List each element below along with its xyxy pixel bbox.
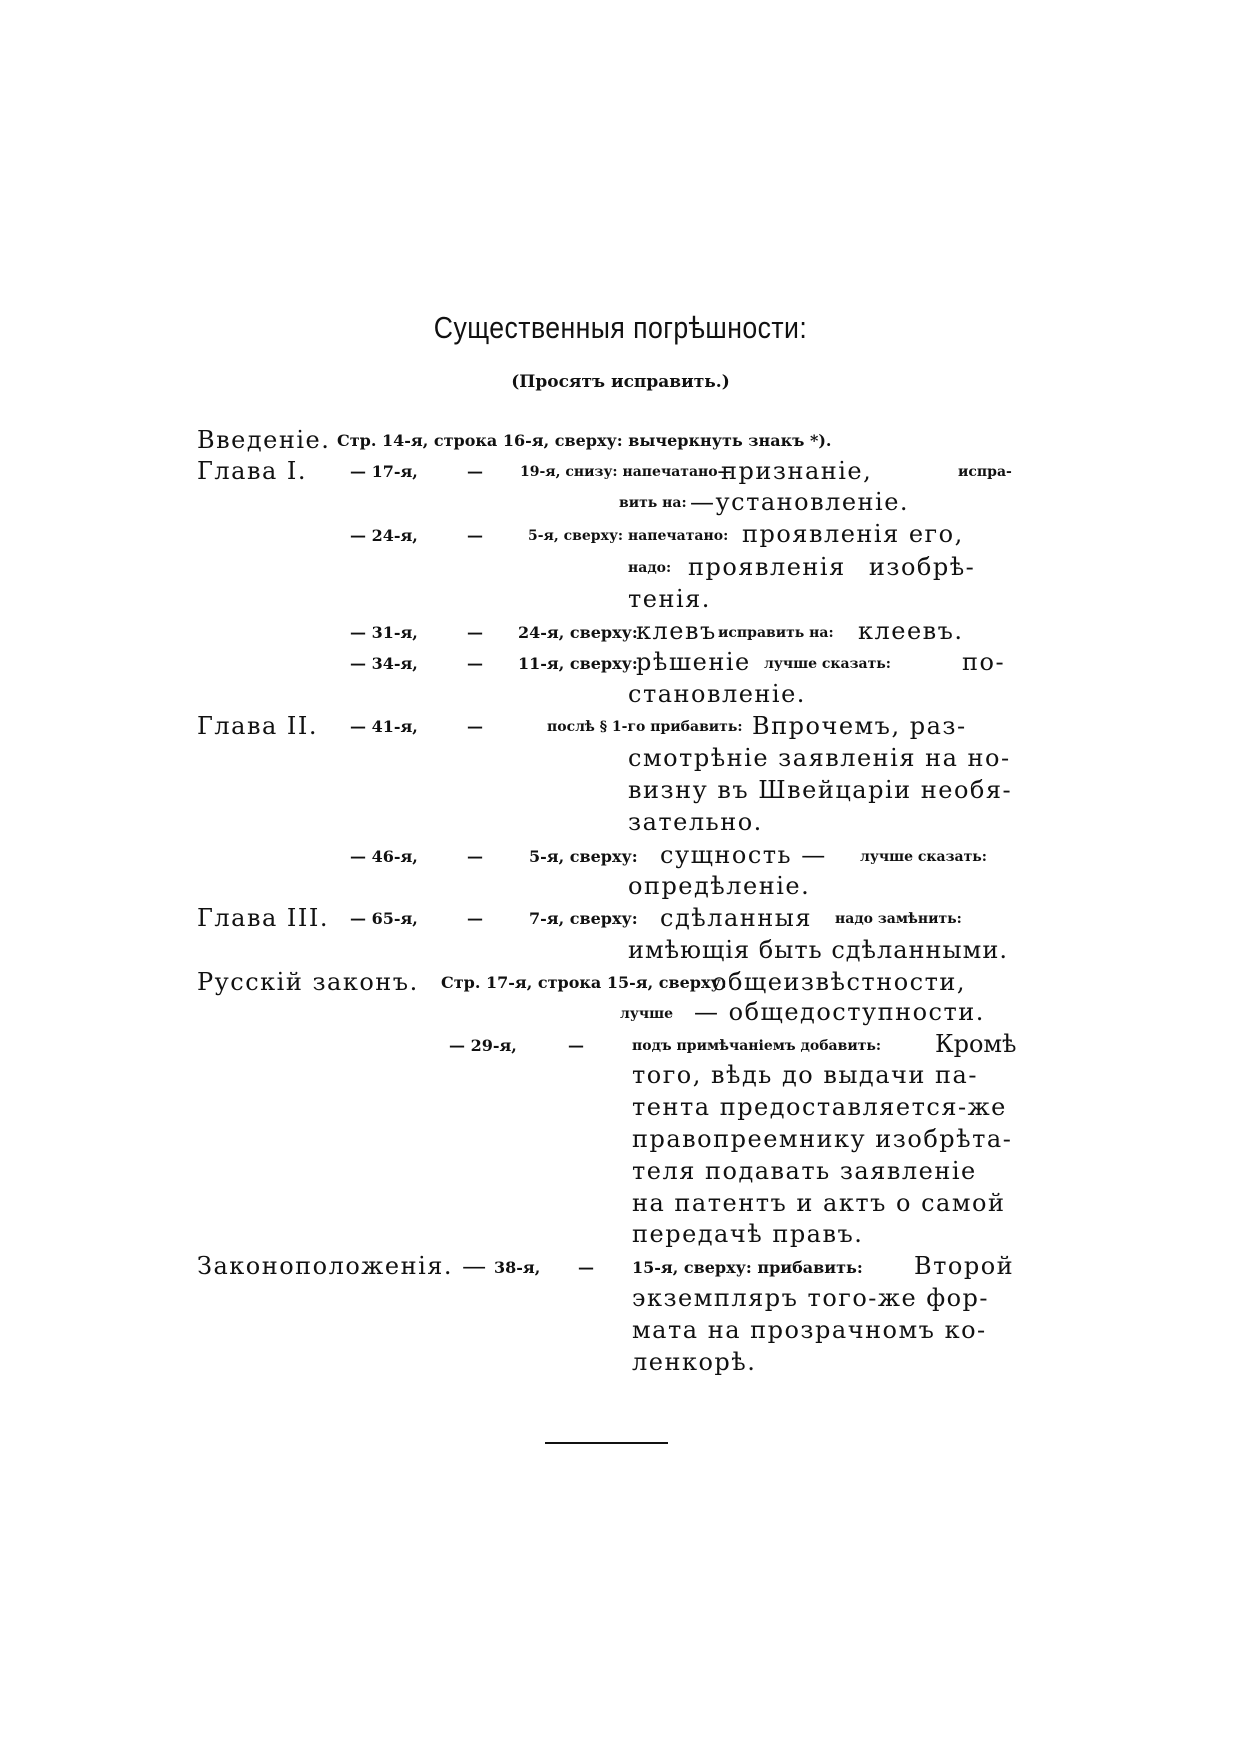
- erratum-text: сущность —: [660, 841, 827, 869]
- erratum-text: тенія.: [628, 585, 711, 613]
- page-subtitle: (Просятъ исправить.): [511, 372, 730, 392]
- page-ref: — 65-я,: [350, 909, 418, 928]
- erratum-text: тента предоставляется-же: [632, 1093, 1007, 1121]
- erratum-location: подъ примѣчаніемъ добавить:: [632, 1038, 882, 1054]
- erratum-location: Стр. 14-я, строка 16-я, сверху: вычеркнуть знакъ *).: [337, 431, 832, 450]
- section-label-chapter-3: Глава III.: [197, 904, 329, 932]
- page-ref: — 29-я,: [449, 1036, 517, 1055]
- erratum-text: зательно.: [628, 808, 763, 836]
- ditto-dash: —: [467, 462, 483, 481]
- erratum-text: клеевъ.: [858, 617, 964, 645]
- ditto-dash: —: [467, 717, 483, 736]
- erratum-text: Второй: [914, 1252, 1015, 1280]
- erratum-text: на патентъ и актъ о самой: [632, 1189, 1006, 1217]
- erratum-text: смотрѣніе заявленія на но-: [628, 744, 1011, 772]
- erratum-location: 15-я, сверху: прибавить:: [632, 1258, 863, 1277]
- erratum-text: того, вѣдь до выдачи па-: [632, 1061, 978, 1089]
- section-label-introduction: Введеніе.: [197, 426, 331, 454]
- erratum-note: лучше: [620, 1006, 674, 1022]
- erratum-text: признаніе,: [721, 457, 873, 485]
- erratum-text: по-: [962, 648, 1006, 676]
- erratum-text: проявленія изобрѣ-: [688, 553, 976, 581]
- erratum-text: мата на прозрачномъ ко-: [632, 1316, 987, 1344]
- erratum-text: — общедоступности.: [694, 998, 985, 1026]
- ditto-dash: —: [467, 654, 483, 673]
- section-label-russian-law: Русскій законъ.: [197, 968, 419, 996]
- erratum-text: Кромѣ: [935, 1030, 1017, 1058]
- erratum-text: теля подавать заявленіе: [632, 1157, 977, 1185]
- erratum-text: сдѣланныя: [660, 904, 812, 932]
- page-ref: — 31-я,: [350, 623, 418, 642]
- erratum-note: надо:: [628, 560, 672, 576]
- erratum-text: рѣшеніе: [636, 648, 751, 676]
- page-ref: — 41-я,: [350, 717, 418, 736]
- erratum-text: клевъ: [636, 617, 717, 645]
- page-ref: — 46-я,: [350, 847, 418, 866]
- erratum-location: 5-я, сверху: напечатано:: [528, 528, 729, 544]
- section-label-chapter-2: Глава II.: [197, 712, 318, 740]
- section-label-legislation: Законоположенія. —: [197, 1252, 488, 1280]
- erratum-text: общеизвѣстности,: [712, 968, 966, 996]
- erratum-location: 7-я, сверху:: [529, 909, 638, 928]
- erratum-note: испра-: [958, 464, 1012, 480]
- erratum-note: надо замѣнить:: [835, 911, 962, 927]
- page-ref: — 24-я,: [350, 526, 418, 545]
- erratum-location: 5-я, сверху:: [529, 847, 638, 866]
- ditto-dash: —: [467, 847, 483, 866]
- erratum-location: Стр. 17-я, строка 15-я, сверху:: [441, 973, 727, 992]
- closing-rule: [545, 1442, 668, 1444]
- erratum-text: становленіе.: [628, 680, 806, 708]
- erratum-text: опредѣленіе.: [628, 872, 811, 900]
- erratum-text: правопреемнику изобрѣта-: [632, 1125, 1013, 1153]
- erratum-note: лучше сказать:: [764, 656, 891, 672]
- erratum-location: 24-я, сверху:: [518, 623, 638, 642]
- ditto-dash: —: [467, 526, 483, 545]
- erratum-text: визну въ Швейцаріи необя-: [628, 776, 1013, 804]
- page-ref: 38-я,: [494, 1258, 541, 1277]
- erratum-note: исправить на:: [718, 625, 834, 641]
- erratum-location: 19-я, снизу: напечатано—: [520, 464, 732, 480]
- section-label-chapter-1: Глава I.: [197, 457, 308, 485]
- erratum-text: передачѣ правъ.: [632, 1220, 864, 1248]
- erratum-text: проявленія его,: [742, 520, 964, 548]
- erratum-text: экземпляръ того-же фор-: [632, 1284, 990, 1312]
- ditto-dash: —: [467, 623, 483, 642]
- erratum-note: лучше сказать:: [860, 849, 987, 865]
- erratum-note: вить на:: [619, 495, 687, 511]
- page-ref: — 17-я,: [350, 462, 418, 481]
- page-ref: — 34-я,: [350, 654, 418, 673]
- page-title: Существенныя погрѣшности:: [433, 310, 808, 345]
- erratum-text: ленкорѣ.: [632, 1348, 757, 1376]
- erratum-location: 11-я, сверху:: [518, 654, 638, 673]
- ditto-dash: —: [467, 909, 483, 928]
- ditto-dash: —: [578, 1258, 594, 1277]
- erratum-text: —установленіе.: [690, 488, 910, 516]
- erratum-location: послѣ § 1-го прибавить:: [547, 719, 743, 735]
- erratum-text: имѣющія быть сдѣланными.: [628, 936, 1008, 964]
- ditto-dash: —: [568, 1036, 584, 1055]
- erratum-text: Впрочемъ, раз-: [752, 712, 967, 740]
